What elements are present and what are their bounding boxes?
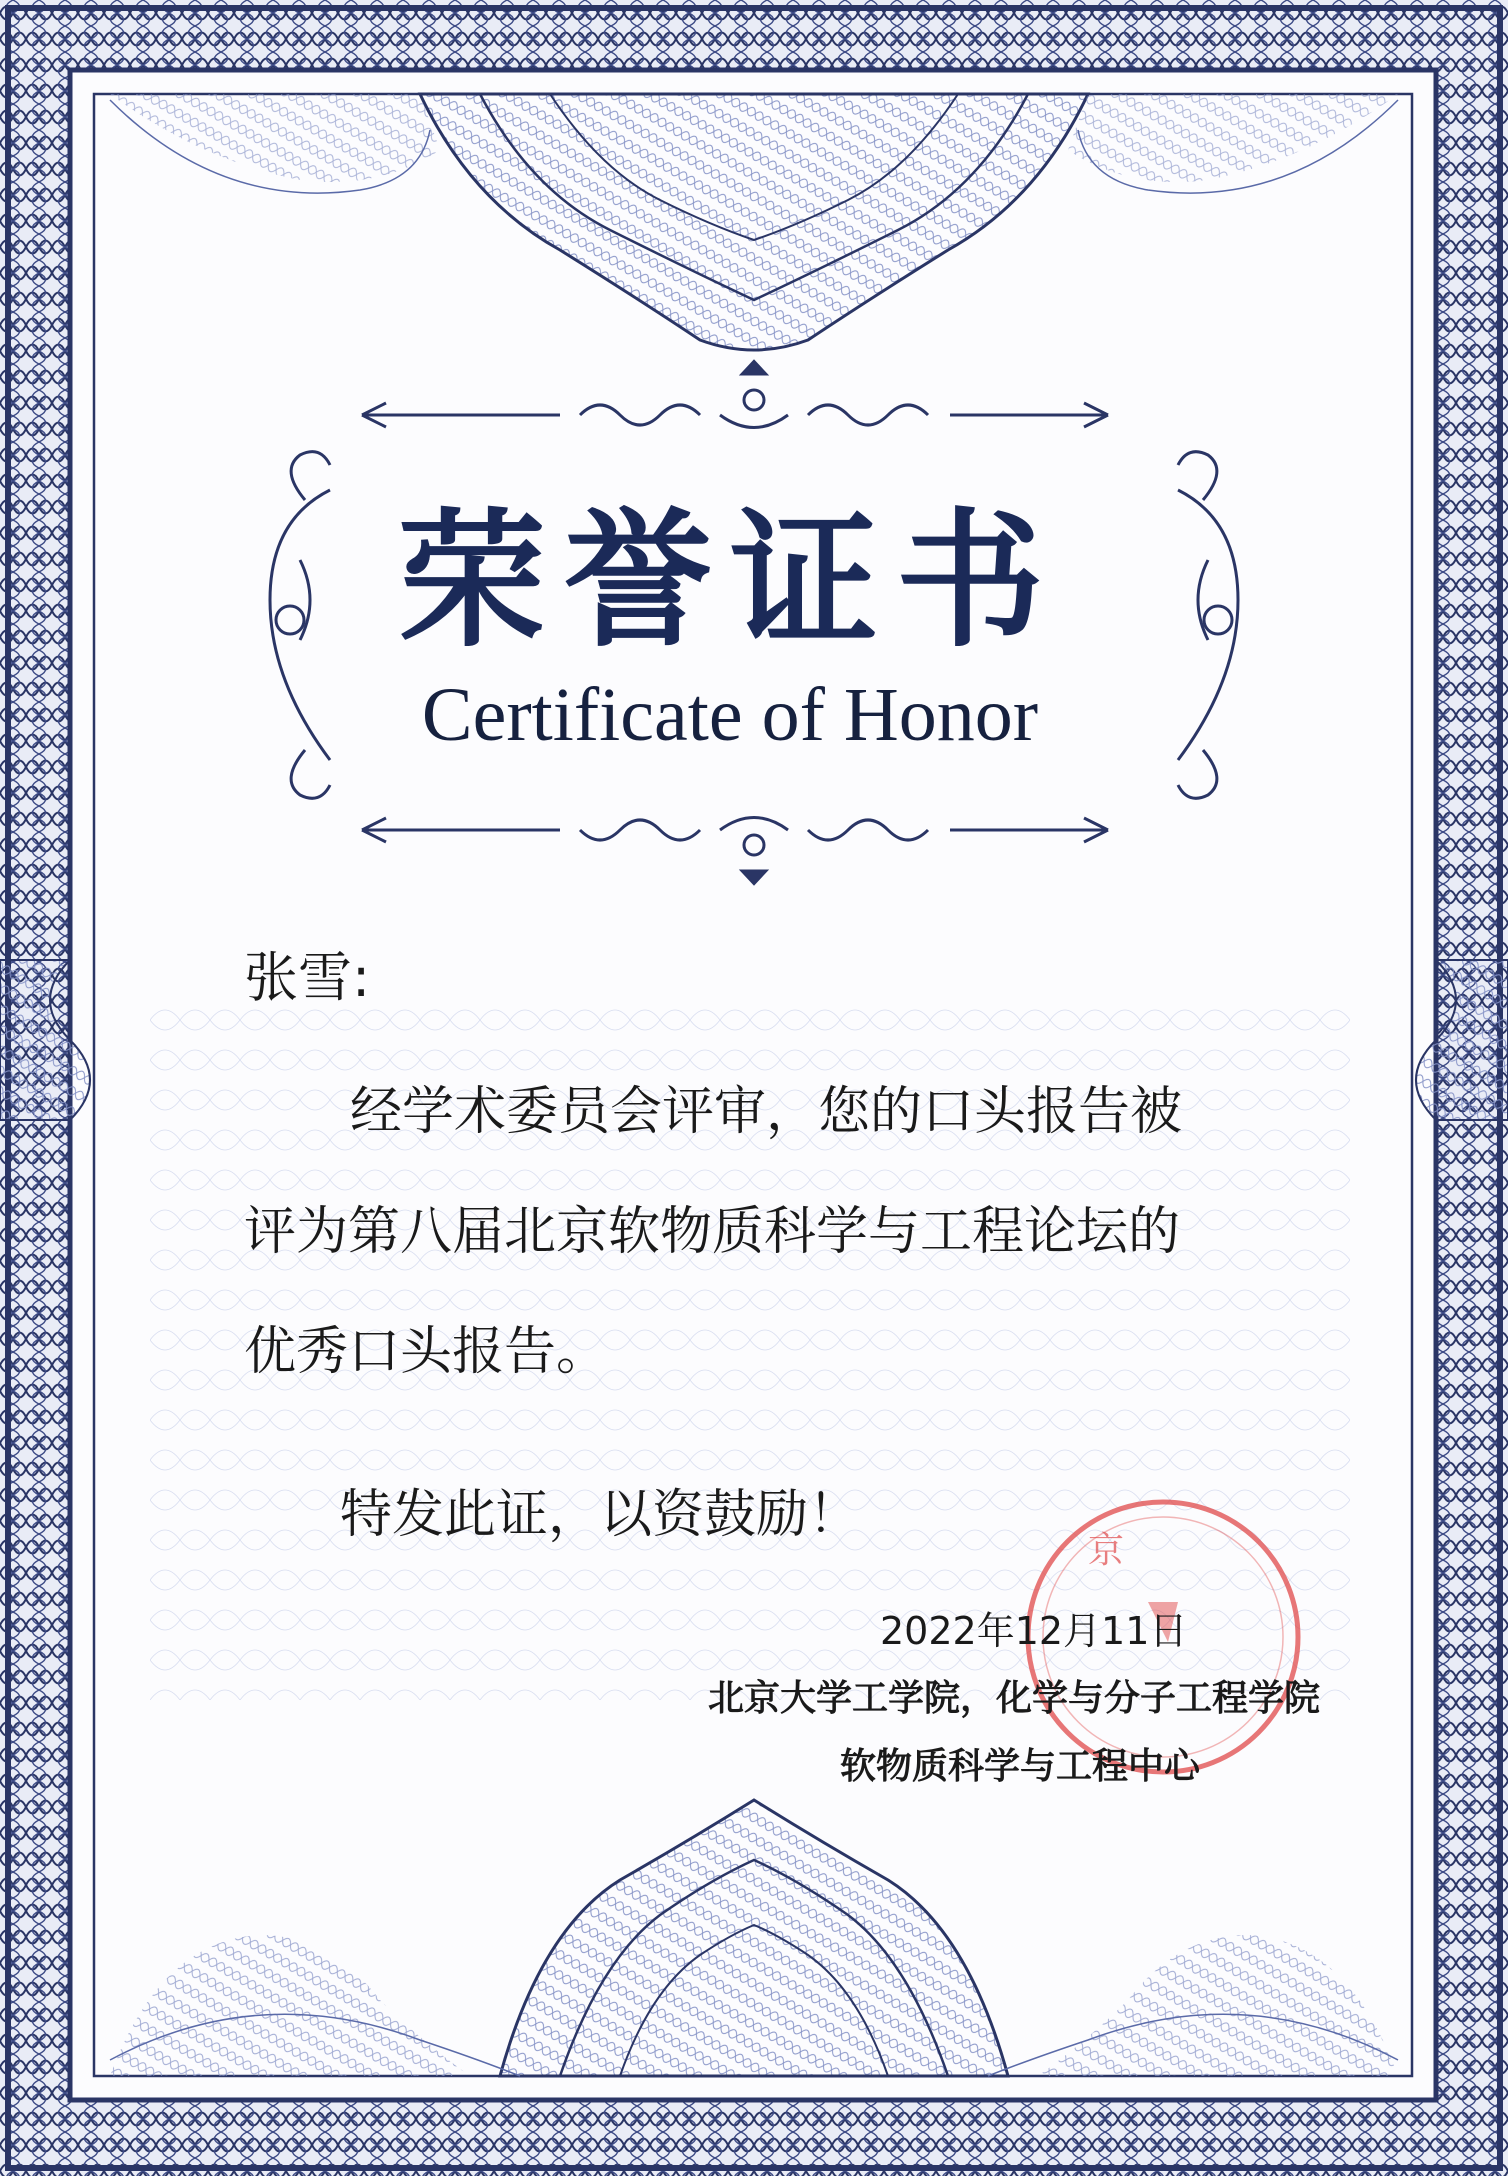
body-line-3: 优秀口头报告。 [244,1322,609,1382]
issuer-line-1: 北京大学工学院，化学与分子工程学院 [708,1678,1321,1719]
seal-char: 京 [1088,1530,1125,1571]
title-english: Certificate of Honor [421,673,1039,757]
issue-date: 2022年12月11日 [880,1609,1188,1653]
recipient-name: 张雪: [244,946,371,1009]
body-line-2: 评为第八届北京软物质科学与工程论坛的 [244,1202,1181,1262]
issuer-line-2: 软物质科学与工程中心 [840,1746,1201,1787]
title-chinese: 荣誉证书 [398,493,1062,667]
body-line-1: 经学术委员会评审，您的口头报告被 [350,1082,1183,1142]
closing-statement: 特发此证，以资鼓励！ [340,1485,861,1545]
